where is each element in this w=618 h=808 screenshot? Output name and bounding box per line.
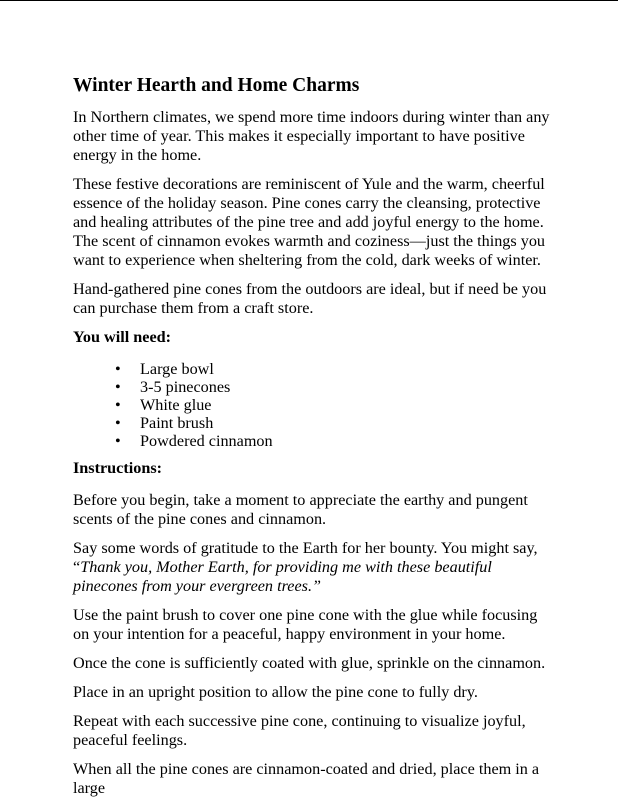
supply-item: [73, 414, 553, 432]
intro-paragraph: In Northern climates, we spend more time indoors during winter than any other time of year. This makes it especially important to have positive energy in the home.: [73, 108, 550, 164]
supply-item: [73, 360, 553, 378]
instruction-step: Repeat with each successive pine cone, continuing to visualize joyful, peaceful feelings.: [73, 712, 526, 749]
supplies-list: [73, 360, 553, 450]
gratitude-quote: Thank you, Mother Earth, for providing me with these beautiful pinecones from your evergreen trees.”: [73, 558, 492, 595]
supply-item-label: 3-5 pinecones: [140, 378, 231, 396]
supplies-heading: You will need:: [73, 328, 172, 346]
bullet-icon: •: [115, 432, 121, 450]
bullet-icon: •: [115, 396, 121, 414]
supply-item-label: Paint brush: [140, 414, 214, 432]
document-title: Winter Hearth and Home Charms: [73, 75, 360, 96]
bullet-icon: •: [115, 378, 121, 396]
bullet-icon: •: [115, 414, 121, 432]
instruction-step-text: Say some words of gratitude to the Earth for her bounty. You might say, “: [73, 539, 538, 576]
instruction-step: [73, 539, 553, 596]
supply-item-label: Powdered cinnamon: [140, 432, 273, 450]
supply-item-label: White glue: [140, 396, 212, 414]
intro-paragraph: These festive decorations are reminiscent of Yule and the warm, cheerful essence of the holiday season. Pine cones carry the cleansing, protective and healing attributes of the pine tree and add joyful energy to the home. The scent of cinnamon evokes warmth and coziness—just the things you want to experience when sheltering from the cold, dark weeks of winter.: [73, 175, 546, 269]
page-top-border: [0, 0, 618, 1]
instruction-step: When all the pine cones are cinnamon-coated and dried, place them in a large: [73, 760, 540, 797]
bullet-icon: •: [115, 360, 121, 378]
supply-item: [73, 396, 553, 414]
instruction-step: Use the paint brush to cover one pine cone with the glue while focusing on your intention for a peaceful, happy environment in your home.: [73, 606, 538, 643]
instruction-step: Place in an upright position to allow the pine cone to fully dry.: [73, 683, 478, 701]
instruction-step: Once the cone is sufficiently coated with glue, sprinkle on the cinnamon.: [73, 654, 546, 672]
supply-item-label: Large bowl: [140, 360, 214, 378]
intro-paragraph: Hand-gathered pine cones from the outdoors are ideal, but if need be you can purchase them from a craft store.: [73, 280, 547, 317]
instruction-step: Before you begin, take a moment to appreciate the earthy and pungent scents of the pine cones and cinnamon.: [73, 491, 528, 528]
supply-item: [73, 432, 553, 450]
document-page: [73, 74, 553, 808]
instructions-heading: Instructions:: [73, 459, 163, 477]
supply-item: [73, 378, 553, 396]
